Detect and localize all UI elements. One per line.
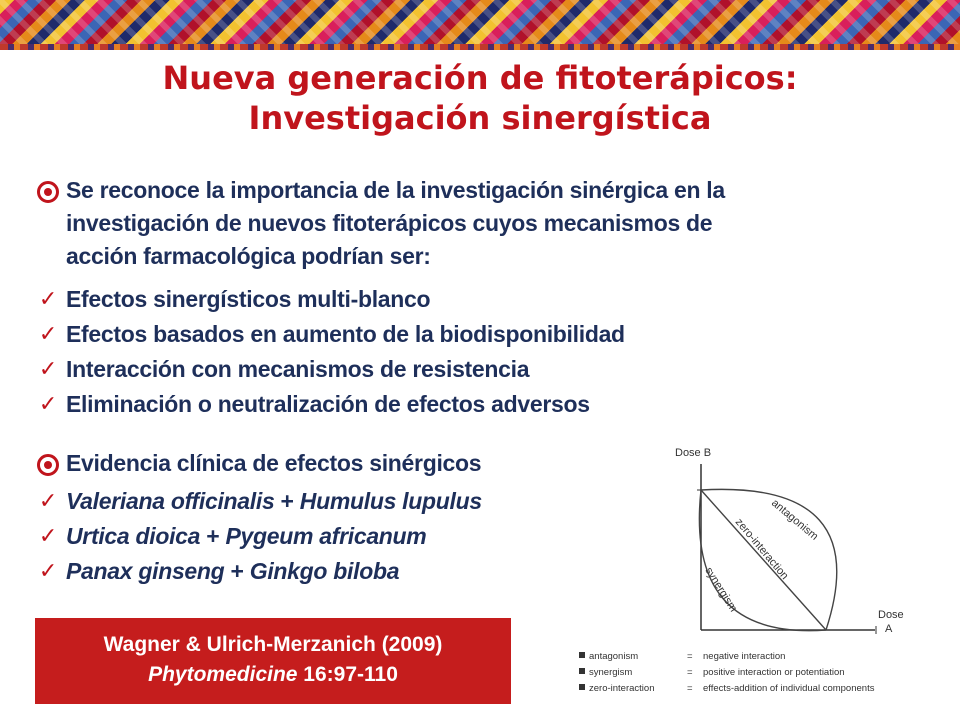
checkmark-icon: ✓ xyxy=(38,524,58,549)
species-a: Urtica dioica xyxy=(66,523,201,549)
target-bullet-icon xyxy=(36,174,60,207)
legend-term: zero-interaction xyxy=(589,683,655,694)
reference-authors: Wagner & Ulrich-Merzanich (2009) xyxy=(103,633,443,656)
antagonism-label: antagonism xyxy=(769,497,821,543)
title-line-2: Investigación sinergística xyxy=(248,99,712,137)
species-a: Valeriana officinalis xyxy=(66,488,275,514)
list-item-text: Efectos basados en aumento de la biodisponibilidad xyxy=(66,321,625,347)
checkmark-icon: ✓ xyxy=(38,322,58,347)
y-axis-label: Dose B xyxy=(675,447,712,459)
checkmark-icon: ✓ xyxy=(38,559,58,584)
zero-interaction-label: zero-interaction xyxy=(732,516,791,583)
x-axis-label: Dose xyxy=(878,609,904,621)
list-item-text: Eliminación o neutralización de efectos adversos xyxy=(66,391,590,417)
plus-sign: + xyxy=(200,523,226,549)
woven-textile-banner xyxy=(0,0,960,44)
legend-eq: = xyxy=(687,667,693,678)
checkmark-icon: ✓ xyxy=(38,392,58,417)
synergism-label: synergism xyxy=(702,565,740,615)
legend-term: synergism xyxy=(589,667,633,678)
legend-marker xyxy=(579,684,585,690)
reference-journal: Phytomedicine xyxy=(148,663,298,686)
legend-eq: = xyxy=(687,683,693,694)
legend-meaning: positive interaction or potentiation xyxy=(703,667,845,678)
diagram-legend xyxy=(579,651,875,694)
legend-eq: = xyxy=(687,651,693,662)
legend-meaning: negative interaction xyxy=(703,651,786,662)
intro-line-3: acción farmacológica podrían ser: xyxy=(66,243,431,269)
species-a: Panax ginseng xyxy=(66,558,225,584)
intro-line-2: investigación de nuevos fitoterápicos cuyos mecanismos de xyxy=(66,210,713,236)
reference-pages: 16:97-110 xyxy=(297,663,398,686)
title-line-1: Nueva generación de fitoterápicos: xyxy=(162,59,798,97)
section2-heading-text: Evidencia clínica de efectos sinérgicos xyxy=(66,450,482,476)
legend-marker xyxy=(579,652,585,658)
x-axis-label-sub: A xyxy=(885,623,893,635)
plus-sign: + xyxy=(274,488,300,514)
reference-box xyxy=(35,618,511,704)
isobologram-diagram xyxy=(575,440,945,716)
intro-line-1: Se reconoce la importancia de la investigación sinérgica en la xyxy=(66,177,725,203)
legend-meaning: effects-addition of individual components xyxy=(703,683,875,694)
species-b: Humulus lupulus xyxy=(299,488,482,514)
species-b: Ginkgo biloba xyxy=(249,558,400,584)
list-item-text: Efectos sinergísticos multi-blanco xyxy=(66,286,431,312)
checkmark-icon: ✓ xyxy=(38,489,58,514)
slide-title xyxy=(0,58,960,138)
legend-term: antagonism xyxy=(589,651,639,662)
legend-marker xyxy=(579,668,585,674)
target-bullet-icon xyxy=(36,447,60,480)
checkmark-icon: ✓ xyxy=(38,357,58,382)
banner-fringe xyxy=(0,44,960,50)
checkmark-icon: ✓ xyxy=(38,287,58,312)
plus-sign: + xyxy=(224,558,250,584)
list-item-text: Interacción con mecanismos de resistencia xyxy=(66,356,530,382)
species-b: Pygeum africanum xyxy=(225,523,427,549)
